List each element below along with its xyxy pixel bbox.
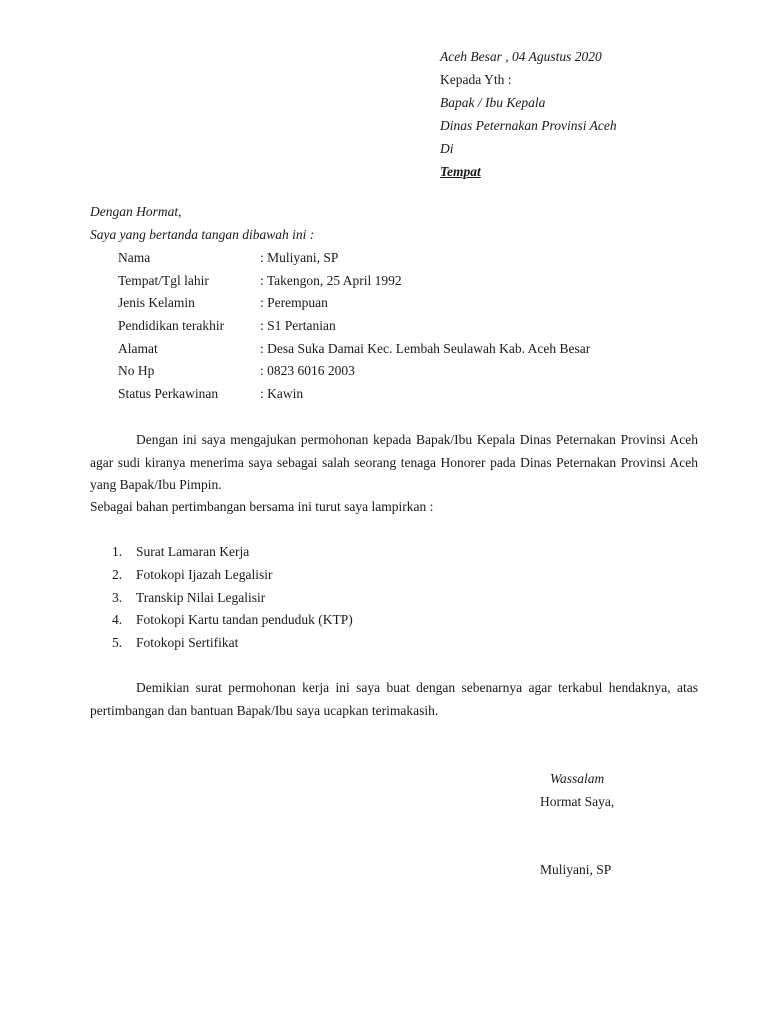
applicant-value: : S1 Pertanian bbox=[260, 318, 336, 333]
applicant-value: : Takengon, 25 April 1992 bbox=[260, 273, 402, 288]
list-item-number: 1. bbox=[112, 544, 123, 559]
applicant-label: Tempat/Tgl lahir bbox=[118, 273, 209, 288]
to-line: Kepada Yth : bbox=[440, 72, 512, 87]
list-item-number: 4. bbox=[112, 612, 123, 627]
list-item bbox=[112, 611, 353, 629]
applicant-label: Jenis Kelamin bbox=[118, 295, 195, 310]
request-paragraph bbox=[90, 429, 698, 497]
applicant-row-birth bbox=[118, 272, 402, 295]
list-item-number: 2. bbox=[112, 567, 123, 582]
applicant-value: : Perempuan bbox=[260, 295, 328, 310]
closing-salutation: Wassalam bbox=[550, 771, 605, 786]
closing-paragraph bbox=[90, 677, 698, 722]
recipient-block bbox=[440, 45, 617, 183]
list-item-text: Fotokopi Sertifikat bbox=[136, 635, 239, 650]
intro-line: Saya yang bertanda tangan dibawah ini : bbox=[90, 227, 315, 242]
list-item bbox=[112, 543, 249, 561]
applicant-row-phone bbox=[118, 362, 355, 385]
applicant-value: : Kawin bbox=[260, 386, 304, 401]
closing-regards: Hormat Saya, bbox=[540, 794, 615, 809]
applicant-value: : 0823 6016 2003 bbox=[260, 363, 355, 378]
list-item-text: Transkip Nilai Legalisir bbox=[136, 590, 266, 605]
attachments-intro: Sebagai bahan pertimbangan bersama ini turut saya lampirkan : bbox=[90, 499, 434, 514]
applicant-row-address bbox=[118, 340, 590, 363]
request-paragraph-text: Dengan ini saya mengajukan permohonan kepada Bapak/Ibu Kepala Dinas Peternakan Provinsi Aceh agar sudi kiranya menerima saya sebagai salah seorang tenaga Honorer pada Dinas Peternakan Provinsi Aceh yang Bapak/Ibu Pimpin. bbox=[90, 432, 698, 493]
recipient-office: Dinas Peternakan Provinsi Aceh bbox=[440, 118, 617, 133]
recipient-place: Tempat bbox=[440, 164, 481, 179]
list-item-number: 5. bbox=[112, 635, 123, 650]
closing-paragraph-text: Demikian surat permohonan kerja ini saya buat dengan sebenarnya agar terkabul hendaknya, atas pertimbangan dan bantuan Bapak/Ibu saya ucapkan terimakasih. bbox=[90, 680, 698, 718]
list-item-text: Fotokopi Ijazah Legalisir bbox=[136, 567, 273, 582]
list-item bbox=[112, 566, 272, 584]
place-date: Aceh Besar , 04 Agustus 2020 bbox=[440, 49, 602, 64]
applicant-label: No Hp bbox=[118, 363, 155, 378]
applicant-label: Nama bbox=[118, 250, 151, 265]
applicant-row-marital bbox=[118, 385, 303, 408]
applicant-value: : Desa Suka Damai Kec. Lembah Seulawah Kab. Aceh Besar bbox=[260, 341, 591, 356]
list-item bbox=[112, 589, 265, 607]
list-item-number: 3. bbox=[112, 590, 123, 605]
applicant-label: Pendidikan terakhir bbox=[118, 318, 225, 333]
signer-name: Muliyani, SP bbox=[540, 862, 612, 877]
list-item-text: Surat Lamaran Kerja bbox=[136, 544, 250, 559]
greeting: Dengan Hormat, bbox=[90, 204, 182, 219]
list-item bbox=[112, 634, 238, 652]
applicant-label: Alamat bbox=[118, 341, 158, 356]
applicant-row-name bbox=[118, 249, 338, 272]
applicant-row-gender bbox=[118, 294, 328, 317]
recipient-at: Di bbox=[440, 141, 454, 156]
applicant-value: : Muliyani, SP bbox=[260, 250, 339, 265]
applicant-row-education bbox=[118, 317, 336, 340]
applicant-label: Status Perkawinan bbox=[118, 386, 219, 401]
list-item-text: Fotokopi Kartu tandan penduduk (KTP) bbox=[136, 612, 353, 627]
recipient-title: Bapak / Ibu Kepala bbox=[440, 95, 546, 110]
